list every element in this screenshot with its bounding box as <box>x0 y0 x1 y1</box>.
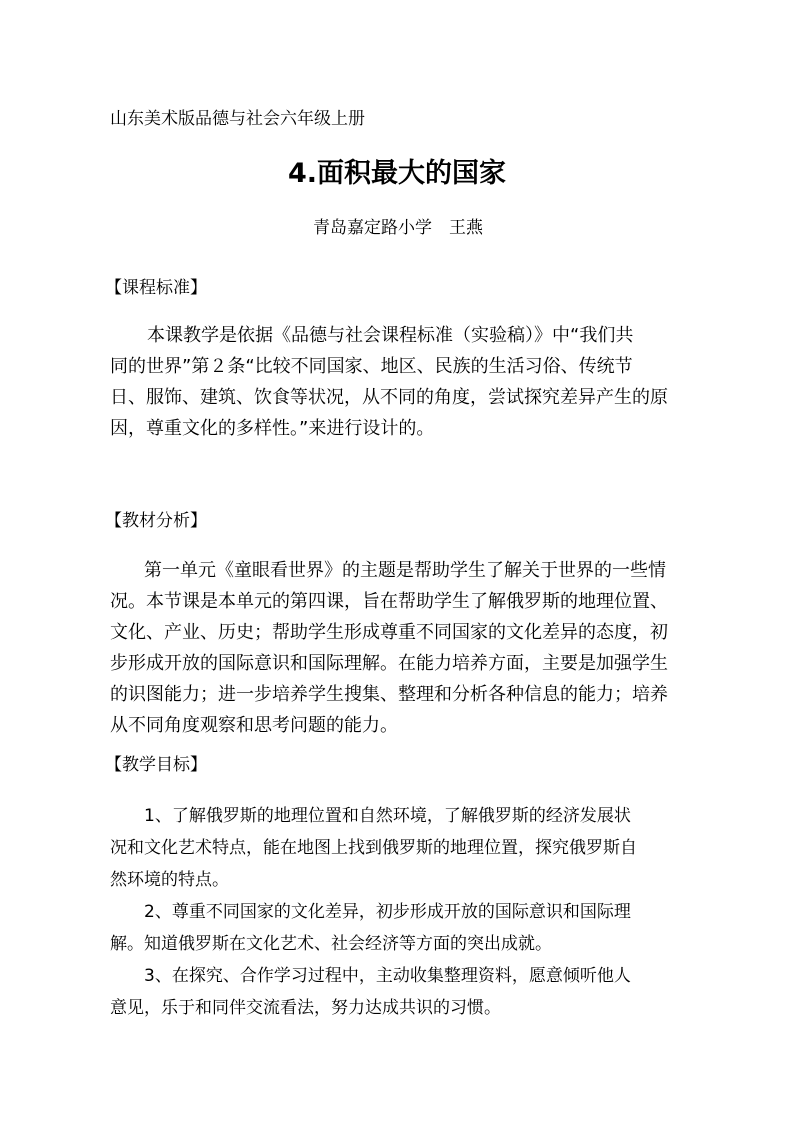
paragraph-line: 因，尊重文化的多样性。”来进行设计的。 <box>110 418 435 439</box>
paragraph-line: 第一单元《童眼看世界》的主题是帮助学生了解关于世界的一些情 <box>144 560 666 581</box>
section-heading-analysis: 【教材分析】 <box>105 511 207 531</box>
goal-line: 解。知道俄罗斯在文化艺术、社会经济等方面的突出成就。 <box>110 934 552 954</box>
goal-line: 2、尊重不同国家的文化差异，初步形成开放的国际意识和国际理 <box>144 902 631 922</box>
paragraph-line: 本课教学是依据《品德与社会课程标准（实验稿）》中“我们共 <box>147 325 634 346</box>
section-heading-goals: 【教学目标】 <box>105 755 207 775</box>
paragraph-line: 步形成开放的国际意识和国际理解。在能力培养方面，主要是加强学生 <box>110 653 668 674</box>
textbook-series: 山东美术版品德与社会六年级上册 <box>110 109 365 129</box>
goal-line: 意见，乐于和同伴交流看法，努力达成共识的习惯。 <box>110 998 501 1018</box>
section-body-analysis <box>110 555 695 741</box>
paragraph-line: 同的世界”第２条“比较不同国家、地区、民族的生活习俗、传统节 <box>110 356 633 377</box>
goal-item-1 <box>110 800 695 896</box>
paragraph-line: 日、服饰、建筑、饮食等状况，从不同的角度，尝试探究差异产生的原 <box>110 387 668 408</box>
page-title: 4.面积最大的国家 <box>287 158 507 189</box>
goal-line: 然环境的特点。 <box>110 870 229 890</box>
section-heading-standard: 【课程标准】 <box>105 278 207 298</box>
goal-line: 3、在探究、合作学习过程中，主动收集整理资料，愿意倾听他人 <box>144 966 631 986</box>
paragraph-line: 的识图能力；进一步培养学生搜集、整理和分析各种信息的能力；培养 <box>110 684 668 705</box>
section-body-standard <box>110 320 695 444</box>
paragraph-line: 况。本节课是本单元的第四课，旨在帮助学生了解俄罗斯的地理位置、 <box>110 591 668 612</box>
goal-item-3 <box>110 960 695 1024</box>
goal-line: 况和文化艺术特点，能在地图上找到俄罗斯的地理位置，探究俄罗斯自 <box>110 838 637 858</box>
goal-item-2 <box>110 896 695 960</box>
goal-line: 1、了解俄罗斯的地理位置和自然环境，了解俄罗斯的经济发展状 <box>144 806 631 826</box>
paragraph-line: 从不同角度观察和思考问题的能力。 <box>110 715 398 736</box>
paragraph-line: 文化、产业、历史；帮助学生形成尊重不同国家的文化差异的态度，初 <box>110 622 668 643</box>
author-line: 青岛嘉定路小学 王燕 <box>313 218 483 238</box>
